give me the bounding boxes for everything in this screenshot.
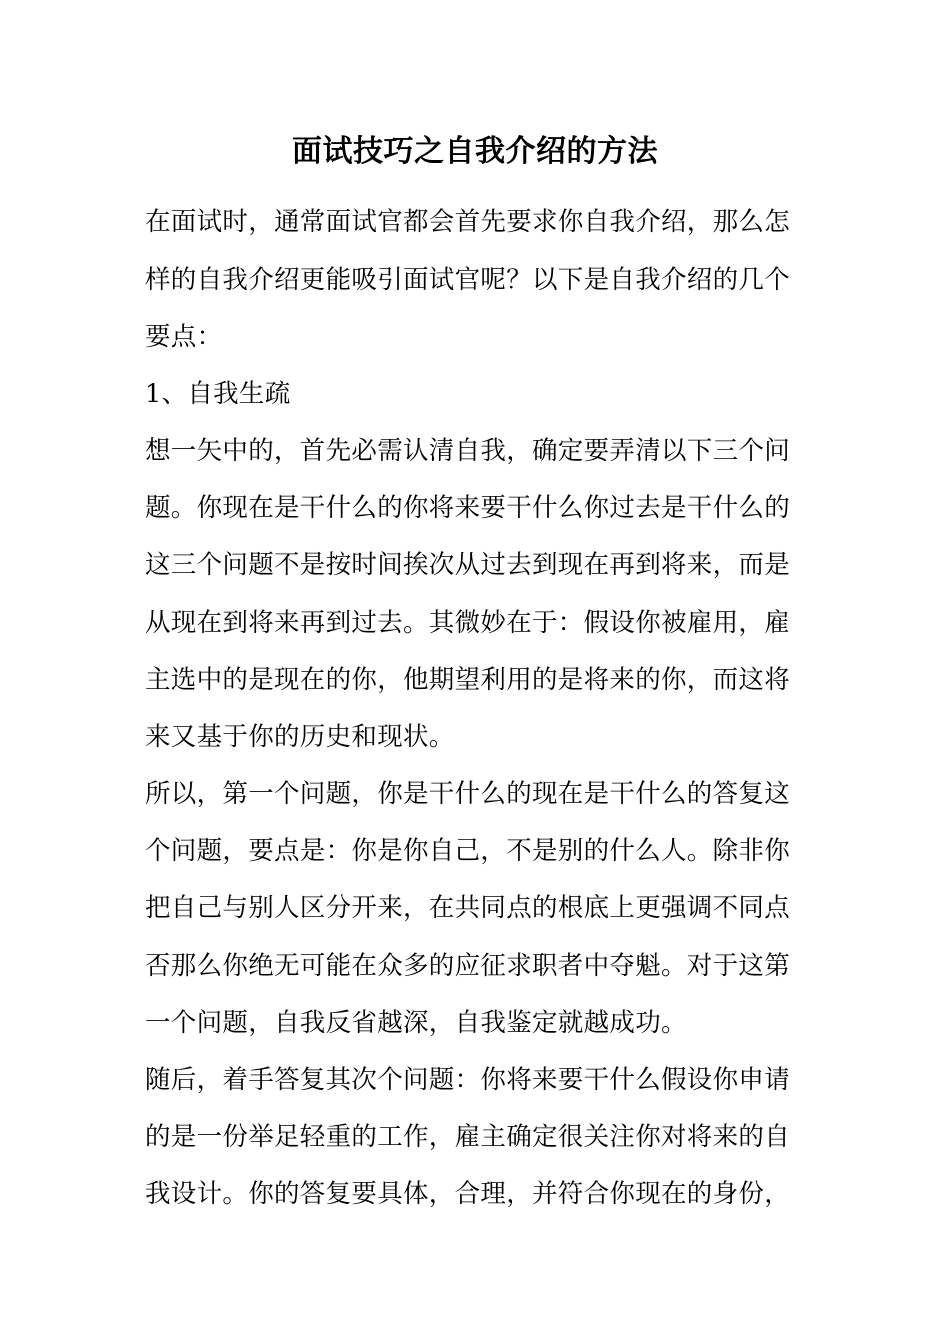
paragraph-line: 这三个问题不是按时间挨次从过去到现在再到将来，而是 [145,550,791,580]
paragraph-line: 在面试时，通常面试官都会首先要求你自我介绍，那么怎 [145,207,791,237]
paragraph-line: 个问题，要点是：你是你自己，不是别的什么人。除非你 [145,836,791,866]
paragraph-line: 题。你现在是干什么的你将来要干什么你过去是干什么的 [145,493,791,523]
paragraph-line: 我设计。你的答复要具体，合理，并符合你现在的身份， [145,1179,791,1209]
paragraph-line: 的是一份举足轻重的工作，雇主确定很关注你对将来的自 [145,1122,791,1152]
paragraph-line: 随后，着手答复其次个问题：你将来要干什么假设你申请 [145,1065,791,1095]
paragraph-line: 想一矢中的，首先必需认清自我，确定要弄清以下三个问 [145,436,791,466]
paragraph-line: 把自己与别人区分开来，在共同点的根底上更强调不同点 [145,893,791,923]
section-heading: 1、自我生疏 [145,379,291,409]
paragraph-line: 来又基于你的历史和现状。 [145,722,455,752]
paragraph-line: 否那么你绝无可能在众多的应征求职者中夺魁。对于这第 [145,951,791,981]
paragraph-line: 所以，第一个问题，你是干什么的现在是干什么的答复这 [145,779,791,809]
paragraph-line: 从现在到将来再到过去。其微妙在于：假设你被雇用，雇 [145,608,791,638]
paragraph-line: 一个问题，自我反省越深，自我鉴定就越成功。 [145,1008,687,1038]
paragraph-line: 样的自我介绍更能吸引面试官呢？以下是自我介绍的几个 [145,265,791,295]
document-title: 面试技巧之自我介绍的方法 [292,134,658,169]
paragraph-line: 主选中的是现在的你，他期望利用的是将来的你，而这将 [145,665,791,695]
paragraph-line: 要点： [145,322,223,352]
